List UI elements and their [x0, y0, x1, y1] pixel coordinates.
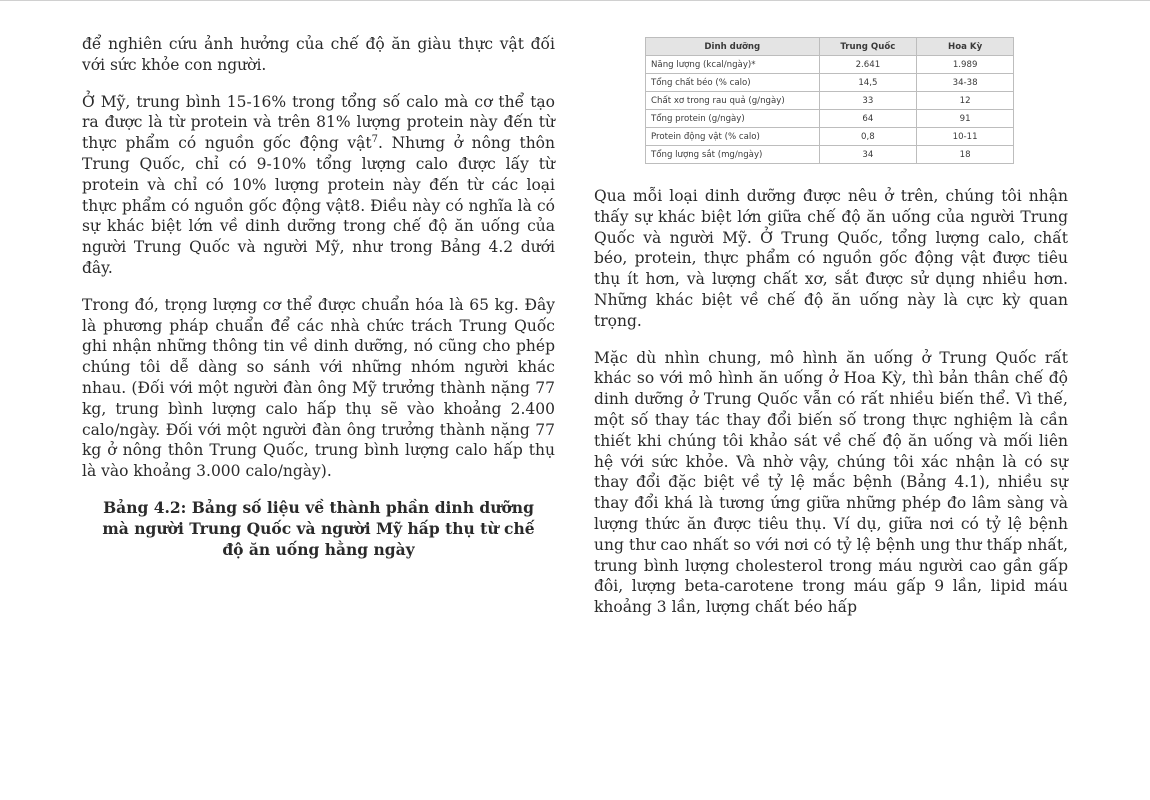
row-label: Năng lượng (kcal/ngày)* — [646, 56, 820, 74]
left-paragraph-2 — [82, 92, 555, 279]
table-header-row — [646, 38, 1014, 56]
china-value: 14,5 — [819, 74, 917, 92]
china-value: 34 — [819, 146, 917, 164]
row-label: Chất xơ trong rau quả (g/ngày) — [646, 92, 820, 110]
right-paragraph-2: Mặc dù nhìn chung, mô hình ăn uống ở Trung Quốc rất khác so với mô hình ăn uống ở Hoa Kỳ, thì bản thân chế độ dinh dưỡng ở Trung Quốc vẫn có rất nhiều biến thể. Vì thế, một số thay tác thay đổi biến số trong thực nghiệm là cần thiết khi chúng tôi khảo sát về chế độ ăn uống và mối liên hệ với sức khỏe. Và nhờ vậy, chúng tôi xác nhận là có sự thay đổi đặc biệt về tỷ lệ mắc bệnh (Bảng 4.1), nhiều sự thay đổi khá là tương ứng giữa những phép đo lâm sàng và lượng thức ăn được tiêu thụ. Ví dụ, giữa nơi có tỷ lệ bệnh ung thư cao nhất so với nơi có tỷ lệ bệnh ung thư thấp nhất, trung bình lượng cholesterol trong máu người cao gần gấp đôi, lượng beta-carotene trong máu gấp 9 lần, lipid máu khoảng 3 lần, lượng chất béo hấp — [594, 348, 1068, 617]
row-label: Tổng lượng sắt (mg/ngày) — [646, 146, 820, 164]
table-row — [646, 92, 1014, 110]
row-label: Tổng chất béo (% calo) — [646, 74, 820, 92]
left-paragraph-2-text-a: Ở Mỹ, trung bình 15-16% trong tổng số calo mà cơ thể tạo ra được là từ protein và trên 81% lượng protein này đến từ thực phẩm có nguồn gốc động vật — [82, 92, 555, 153]
table-row — [646, 74, 1014, 92]
header-nutrient: Dinh dưỡng — [646, 38, 820, 56]
left-column — [82, 34, 555, 576]
china-value: 64 — [819, 110, 917, 128]
usa-value: 18 — [917, 146, 1014, 164]
left-paragraph-1: để nghiên cứu ảnh hưởng của chế độ ăn giàu thực vật đối với sức khỏe con người. — [82, 35, 555, 74]
table-caption: Bảng 4.2: Bảng số liệu về thành phần dinh dưỡng mà người Trung Quốc và người Mỹ hấp thụ từ chế độ ăn uống hằng ngày — [102, 497, 535, 559]
row-label: Tổng protein (g/ngày) — [646, 110, 820, 128]
header-china: Trung Quốc — [819, 38, 917, 56]
china-value: 33 — [819, 92, 917, 110]
table-row — [646, 56, 1014, 74]
usa-value: 91 — [917, 110, 1014, 128]
china-value: 2.641 — [819, 56, 917, 74]
left-paragraph-2-text-b: . Nhưng ở nông thôn Trung Quốc, chỉ có 9-10% tổng lượng calo được lấy từ protein và chỉ có 10% lượng protein này đến từ các loại thực phẩm có nguồn gốc động vật8. Điều này có nghĩa là có sự khác biệt lớn về dinh dưỡng trong chế độ ăn uống của người Trung Quốc và người Mỹ, như trong Bảng 4.2 dưới đây. — [82, 134, 555, 277]
nutrition-table — [645, 37, 1014, 164]
table-row — [646, 146, 1014, 164]
footnote-ref-7[interactable]: 7 — [371, 134, 379, 146]
usa-value: 1.989 — [917, 56, 1014, 74]
row-label: Protein động vật (% calo) — [646, 128, 820, 146]
right-column — [594, 186, 1068, 634]
table-row — [646, 128, 1014, 146]
left-paragraph-3: Trong đó, trọng lượng cơ thể được chuẩn hóa là 65 kg. Đây là phương pháp chuẩn để các nhà chức trách Trung Quốc ghi nhận những thông tin về dinh dưỡng, nó cũng cho phép chúng tôi dễ dàng so sánh với những nhóm người khác nhau. (Đối với một người đàn ông Mỹ trưởng thành nặng 77 kg, trung bình lượng calo hấp thụ sẽ vào khoảng 2.400 calo/ngày. Đối với một người đàn ông trưởng thành nặng 77 kg ở nông thôn Trung Quốc, trung bình lượng calo hấp thụ là vào khoảng 3.000 calo/ngày). — [82, 295, 555, 481]
page-top-border — [0, 0, 1150, 1]
usa-value: 10-11 — [917, 128, 1014, 146]
right-paragraph-1: Qua mỗi loại dinh dưỡng được nêu ở trên, chúng tôi nhận thấy sự khác biệt lớn giữa chế độ ăn uống của người Trung Quốc và người Mỹ. Ở Trung Quốc, tổng lượng calo, chất béo, protein, thực phẩm có nguồn gốc động vật được tiêu thụ ít hơn, và lượng chất xơ, sắt được sử dụng nhiều hơn. Những khác biệt về chế độ ăn uống này là cực kỳ quan trọng. — [594, 187, 1068, 330]
usa-value: 34-38 — [917, 74, 1014, 92]
table-row — [646, 110, 1014, 128]
header-usa: Hoa Kỳ — [917, 38, 1014, 56]
china-value: 0,8 — [819, 128, 917, 146]
usa-value: 12 — [917, 92, 1014, 110]
